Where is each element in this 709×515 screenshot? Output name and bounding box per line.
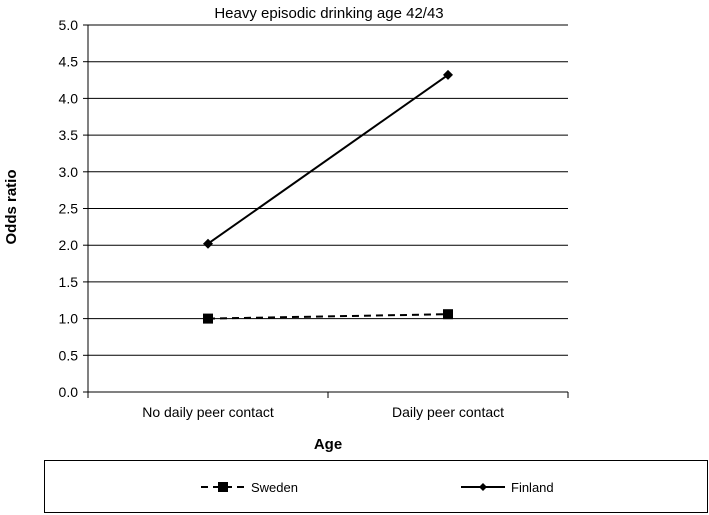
y-tick-label: 5.0: [58, 17, 78, 33]
legend-swatch-sweden: [199, 479, 247, 495]
y-tick-label: 2.0: [58, 237, 78, 254]
y-tick-label: 0.0: [58, 384, 78, 400]
series-line-finland: [208, 75, 448, 244]
data-point-sweden: [443, 309, 453, 319]
x-tick-label: No daily peer contact: [142, 404, 274, 420]
x-tick-label: Daily peer contact: [391, 404, 505, 420]
data-point-sweden: [203, 314, 213, 324]
legend: [44, 460, 708, 513]
y-tick-label: 4.5: [58, 53, 78, 70]
y-tick-label: 3.0: [58, 163, 78, 180]
y-tick-label: 4.0: [58, 90, 78, 107]
y-tick-labels: [59, 17, 79, 400]
y-axis-label: Odds ratio: [3, 169, 20, 245]
chart-title: Heavy episodic drinking age 42/43: [214, 5, 444, 22]
y-tick-label: 0.5: [58, 347, 78, 364]
legend-label-finland: Finland: [511, 479, 554, 495]
y-tick-label: 2.5: [58, 200, 78, 217]
y-tick-label: 3.5: [58, 127, 78, 144]
gridlines: [88, 25, 568, 355]
legend-label-sweden: Sweden: [251, 479, 298, 495]
series-layer: [203, 70, 453, 324]
y-tick-label: 1.0: [58, 310, 78, 327]
legend-item-finland: [459, 479, 554, 495]
y-tick-label: 1.5: [58, 273, 78, 290]
legend-item-sweden: [199, 479, 298, 495]
axes: [83, 25, 568, 398]
x-tick-labels: [142, 404, 504, 420]
series-line-sweden: [208, 314, 448, 318]
x-axis-label: Age: [313, 436, 343, 453]
legend-swatch-finland: [459, 479, 507, 495]
